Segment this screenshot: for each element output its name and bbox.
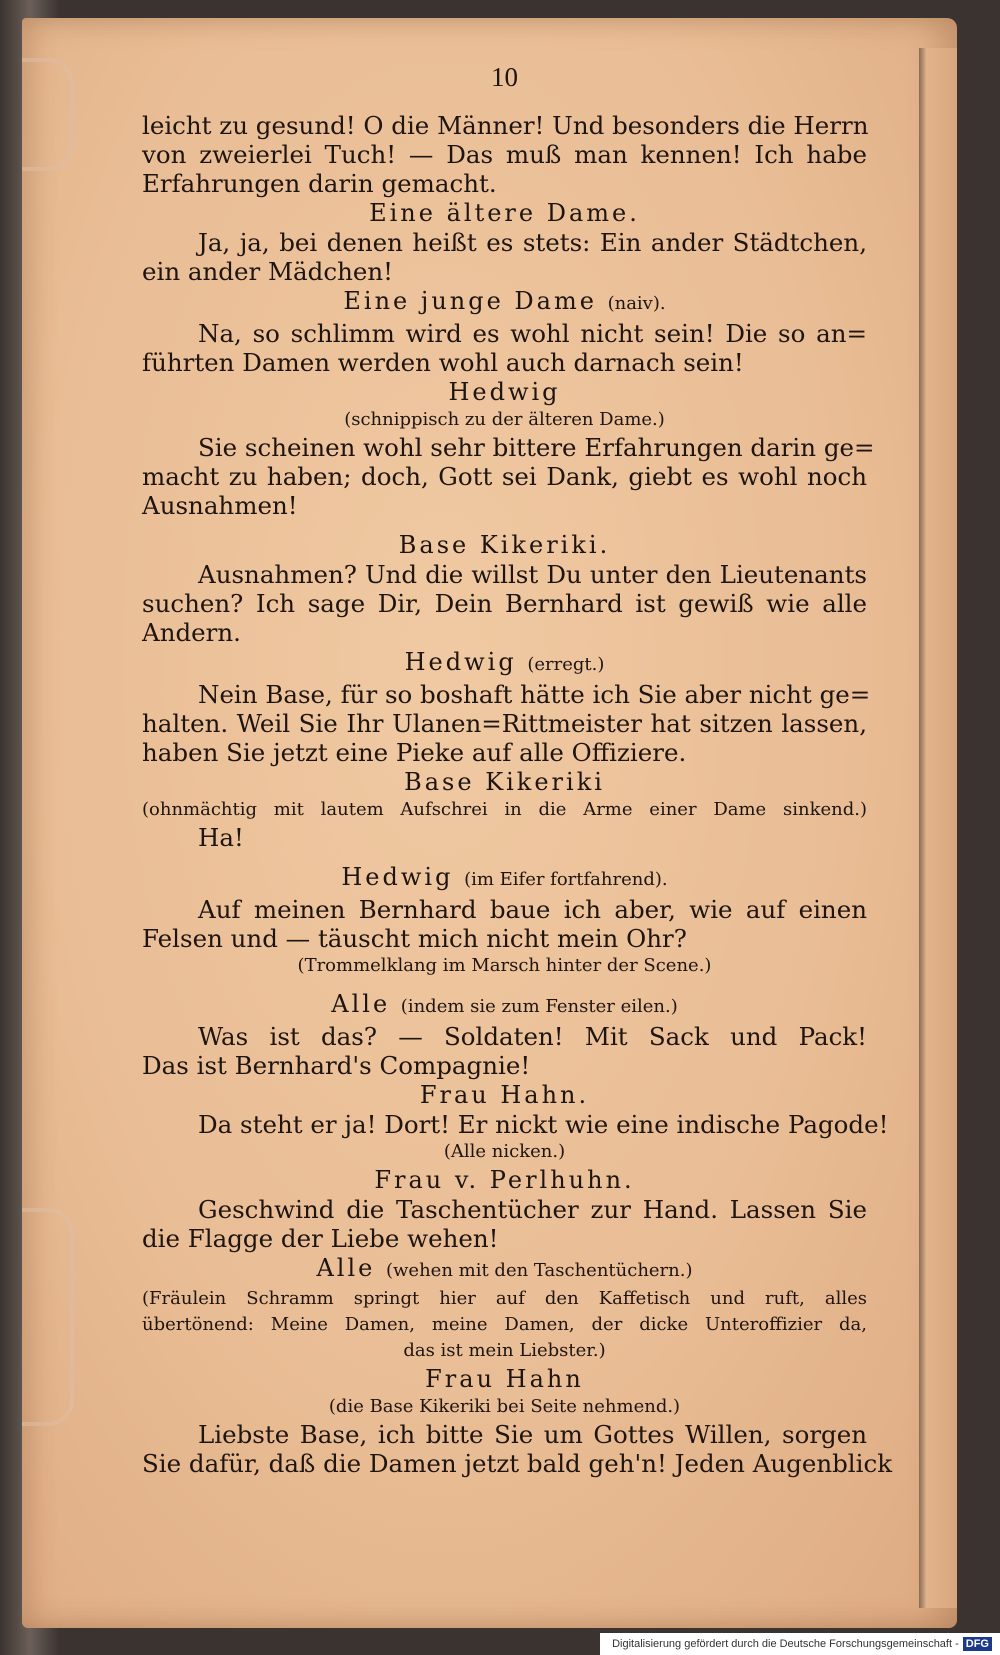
text-line: Was ist das? — Soldaten! Mit Sack und Pack! bbox=[198, 1022, 867, 1051]
stage-direction: (Fräulein Schramm springt hier auf den Kaffetisch und ruft, alles bbox=[142, 1288, 867, 1309]
binding-clip-top bbox=[22, 58, 74, 171]
text-line: Liebste Base, ich bitte Sie um Gottes Willen, sorgen bbox=[198, 1420, 867, 1449]
text-line: leicht zu gesund! O die Männer! Und besonders die Herrn bbox=[142, 111, 869, 140]
text-line: Da steht er ja! Dort! Er nickt wie eine indische Pagode! bbox=[198, 1110, 889, 1139]
speaker-aside: (naiv). bbox=[607, 293, 666, 314]
text-line: Sie scheinen wohl sehr bittere Erfahrungen darin ge= bbox=[198, 433, 875, 462]
page-text bbox=[142, 62, 893, 1478]
text-line: führten Damen werden wohl auch darnach sein! bbox=[142, 348, 744, 377]
page-number: 10 bbox=[491, 62, 518, 92]
speaker-label: Eine junge Dame bbox=[343, 287, 597, 315]
stage-direction: (Trommelklang im Marsch hinter der Scene.) bbox=[297, 955, 712, 976]
text-line: Geschwind die Taschentücher zur Hand. Lassen Sie bbox=[198, 1195, 867, 1224]
digitization-footer bbox=[600, 1633, 1000, 1655]
text-line: Ausnahmen! bbox=[142, 491, 298, 520]
text-line: Nein Base, für so boshaft hätte ich Sie aber nicht ge= bbox=[198, 680, 871, 709]
text-line: Na, so schlimm wird es wohl nicht sein! Die so an= bbox=[198, 319, 867, 348]
text-line: Ja, ja, bei denen heißt es stets: Ein ander Städtchen, bbox=[198, 228, 867, 257]
text-line: macht zu haben; doch, Gott sei Dank, giebt es wohl noch bbox=[142, 462, 867, 491]
text-line: Ausnahmen? Und die willst Du unter den Lieutenants bbox=[198, 560, 867, 589]
speaker-name: Eine ältere Dame. bbox=[369, 199, 640, 227]
text-line: suchen? Ich sage Dir, Dein Bernhard ist gewiß wie alle bbox=[142, 589, 867, 618]
speaker-label: Hedwig bbox=[341, 863, 454, 891]
text-line: Ha! bbox=[198, 823, 244, 852]
text-line: Andern. bbox=[142, 618, 241, 647]
stage-direction: (ohnmächtig mit lautem Aufschrei in die Arme einer Dame sinkend.) bbox=[142, 799, 867, 820]
stage-direction: das ist mein Liebster.) bbox=[403, 1340, 606, 1361]
speaker-label: Alle bbox=[316, 1254, 376, 1282]
text-line: Erfahrungen darin gemacht. bbox=[142, 169, 497, 198]
text-line: Auf meinen Bernhard baue ich aber, wie auf einen bbox=[198, 895, 867, 924]
text-line: Felsen und — täuscht mich nicht mein Ohr? bbox=[142, 924, 687, 953]
text-line: haben Sie jetzt eine Pieke auf alle Offiziere. bbox=[142, 738, 687, 767]
text-line: halten. Weil Sie Ihr Ulanen=Rittmeister hat sitzen lassen, bbox=[142, 709, 867, 738]
footer-text: Digitalisierung gefördert durch die Deutsche Forschungsgemeinschaft - bbox=[612, 1638, 959, 1650]
speaker-name bbox=[142, 1253, 867, 1286]
speaker-name: Base Kikeriki bbox=[404, 768, 605, 796]
text-line: Sie dafür, daß die Damen jetzt bald geh'n! Jeden Augenblick bbox=[142, 1449, 893, 1478]
stage-direction: (Alle nicken.) bbox=[443, 1141, 566, 1162]
speaker-name: Base Kikeriki. bbox=[398, 531, 611, 559]
speaker-name: Frau v. Perlhuhn. bbox=[374, 1166, 635, 1194]
binding-clip-bottom bbox=[22, 1208, 74, 1426]
stage-direction: (die Base Kikeriki bei Seite nehmend.) bbox=[328, 1396, 681, 1417]
speaker-name: Hedwig bbox=[448, 378, 561, 406]
speaker-aside: (wehen mit den Taschentüchern.) bbox=[386, 1260, 693, 1281]
speaker-name bbox=[142, 286, 867, 319]
speaker-name: Frau Hahn. bbox=[419, 1081, 590, 1109]
next-page-edge bbox=[919, 48, 957, 1608]
text-line: von zweierlei Tuch! — Das muß man kennen! Ich habe bbox=[142, 140, 867, 169]
speaker-aside: (im Eifer fortfahrend). bbox=[464, 869, 668, 890]
speaker-label: Alle bbox=[331, 990, 391, 1018]
speaker-name bbox=[142, 647, 867, 680]
speaker-name: Frau Hahn bbox=[425, 1365, 584, 1393]
text-line: ein ander Mädchen! bbox=[142, 257, 393, 286]
speaker-aside: (indem sie zum Fenster eilen.) bbox=[400, 996, 678, 1017]
text-line: die Flagge der Liebe wehen! bbox=[142, 1224, 499, 1253]
stage-direction: übertönend: Meine Damen, meine Damen, der dicke Unteroffizier da, bbox=[142, 1314, 867, 1335]
speaker-label: Hedwig bbox=[404, 648, 517, 676]
speaker-aside: (erregt.) bbox=[527, 654, 605, 675]
dfg-logo: DFG bbox=[963, 1637, 992, 1651]
speaker-name bbox=[142, 862, 867, 895]
speaker-name bbox=[142, 989, 867, 1022]
stage-direction: (schnippisch zu der älteren Dame.) bbox=[344, 409, 665, 430]
text-line: Das ist Bernhard's Compagnie! bbox=[142, 1051, 531, 1080]
